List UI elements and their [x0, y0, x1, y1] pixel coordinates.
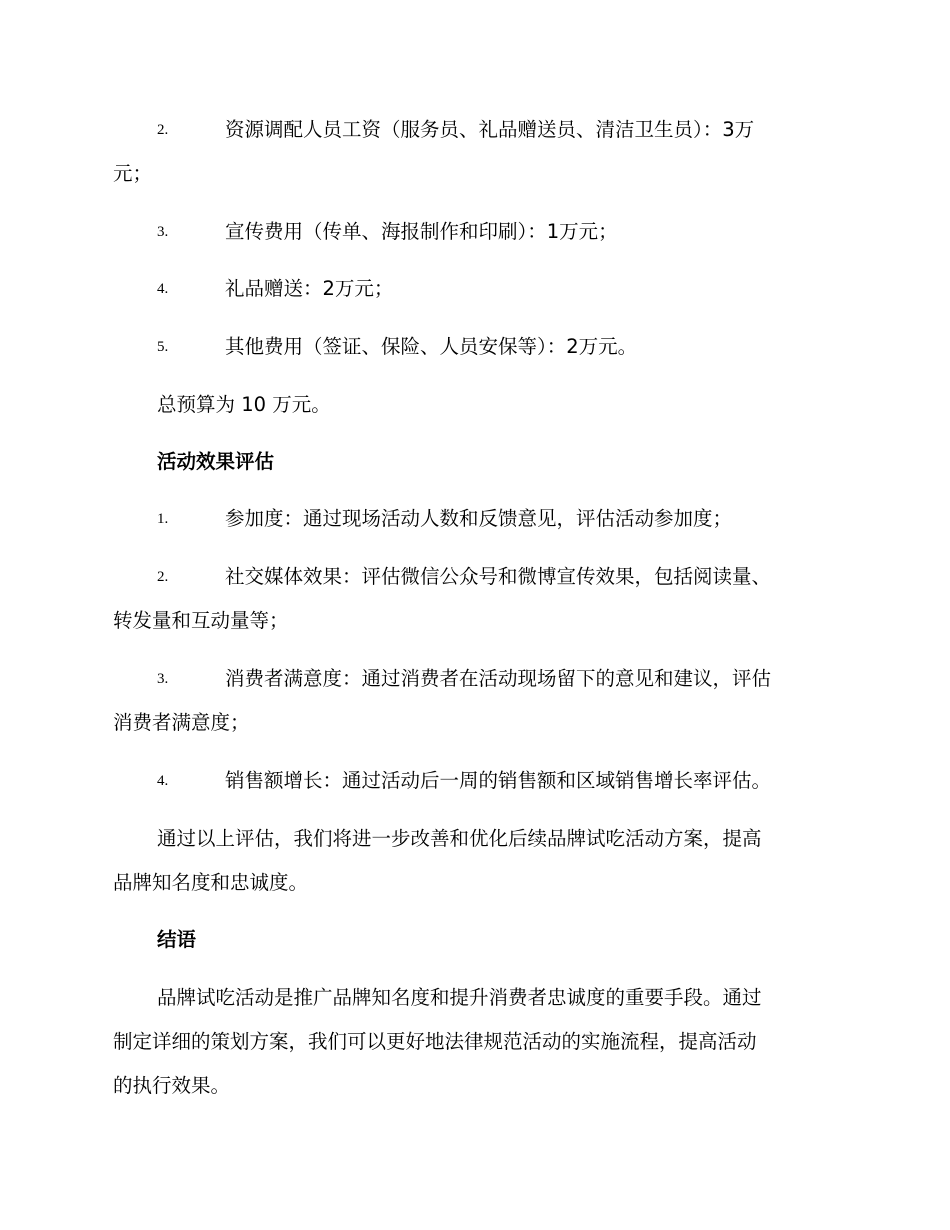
evaluation-item-text: 销售额增长：通过活动后一周的销售额和区域销售增长率评估。 — [225, 769, 772, 792]
conclusion-text-cont: 的执行效果。 — [113, 1074, 231, 1097]
list-number: 4. — [157, 773, 169, 789]
budget-item-text: 宣传费用（传单、海报制作和印刷）：1万元； — [225, 220, 618, 243]
evaluation-item-text-cont: 转发量和互动量等； — [113, 609, 289, 632]
list-number: 3. — [157, 224, 169, 240]
evaluation-item-text: 参加度：通过现场活动人数和反馈意见，评估活动参加度； — [225, 507, 733, 530]
evaluation-summary-cont: 品牌知名度和忠诚度。 — [113, 871, 309, 894]
evaluation-item-text-cont: 消费者满意度； — [113, 711, 250, 734]
section-heading-evaluation: 活动效果评估 — [157, 450, 275, 473]
conclusion-text-cont: 制定详细的策划方案，我们可以更好地法律规范活动的实施流程，提高活动 — [113, 1030, 757, 1053]
list-number: 2. — [157, 569, 169, 585]
list-number: 3. — [157, 671, 169, 687]
budget-total: 总预算为 10 万元。 — [157, 393, 331, 416]
conclusion-text: 品牌试吃活动是推广品牌知名度和提升消费者忠诚度的重要手段。通过 — [157, 986, 762, 1009]
budget-item-text-cont: 元； — [113, 162, 153, 185]
list-number: 5. — [157, 339, 169, 355]
list-number: 2. — [157, 122, 169, 138]
evaluation-item-text: 社交媒体效果：评估微信公众号和微博宣传效果，包括阅读量、 — [225, 565, 772, 588]
evaluation-item-text: 消费者满意度：通过消费者在活动现场留下的意见和建议，评估 — [225, 667, 772, 690]
budget-item-text: 礼品赠送：2万元； — [225, 277, 394, 300]
budget-item-text: 资源调配人员工资（服务员、礼品赠送员、清洁卫生员）：3万 — [225, 118, 755, 141]
section-heading-conclusion: 结语 — [157, 928, 197, 951]
budget-item-text: 其他费用（签证、保险、人员安保等）：2万元。 — [225, 335, 638, 358]
evaluation-summary: 通过以上评估，我们将进一步改善和优化后续品牌试吃活动方案，提高 — [157, 827, 762, 850]
list-number: 4. — [157, 281, 169, 297]
list-number: 1. — [157, 511, 169, 527]
